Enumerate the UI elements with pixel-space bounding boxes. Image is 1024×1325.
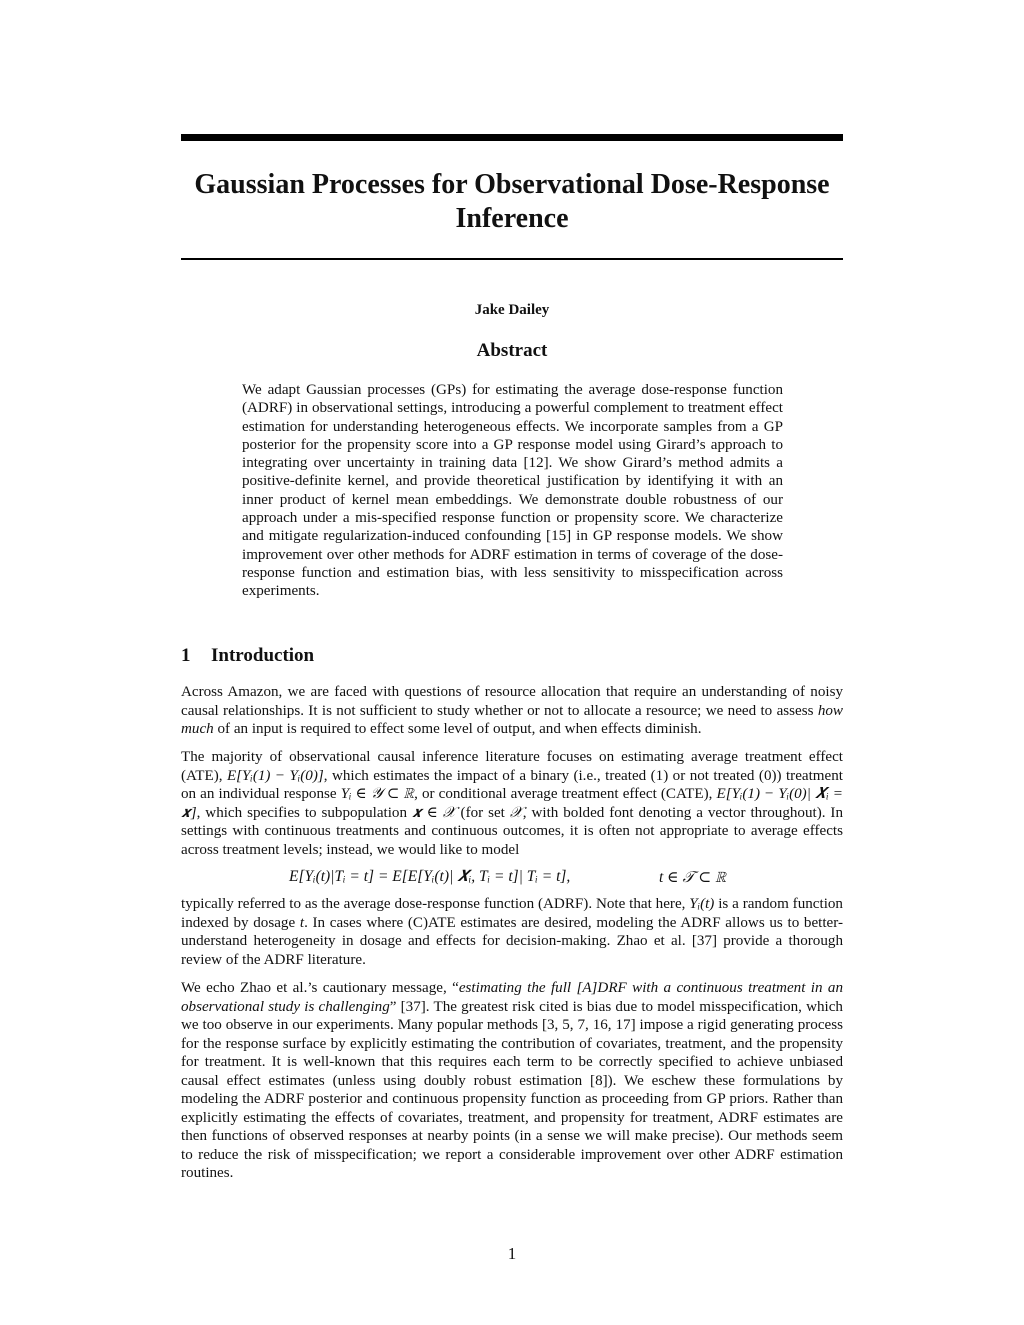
p2-math-set: 𝒳: [509, 804, 523, 821]
equation-adrf: [181, 868, 843, 890]
p2-text-5: (for set: [455, 804, 510, 821]
p3-text-3: . In cases where (C)ATE estimates are desired, modeling the ADRF allows us to better-understand heterogeneity in dosage and effects for decision-making. Zhao et al. [37] provide a thorough review of the ADRF literature.: [181, 914, 844, 968]
p4-text-1: We echo Zhao et al.’s cautionary message, “: [181, 980, 459, 996]
title-rule: [181, 258, 843, 260]
p4-quote: estimating the full [A]DRF with a continuous treatment in an observational study is challenging: [181, 980, 843, 1015]
section-title: Introduction: [211, 645, 315, 666]
top-rule: [181, 134, 843, 141]
p1-text-b: of an input is required to effect some level of output, and when effects diminish.: [213, 721, 702, 737]
p2-math-cate: E[Yᵢ(1) − Yᵢ(0)| 𝑿ᵢ = 𝒙]: [181, 786, 843, 821]
paragraph-1: [181, 683, 843, 739]
section-number: 1: [181, 645, 191, 666]
p3-math-y: Yᵢ(t): [689, 896, 715, 912]
p2-math-ate: E[Yᵢ(1) − Yᵢ(0)]: [226, 767, 324, 784]
p3-text-2: is a random function indexed by dosage: [181, 896, 843, 931]
paragraph-3: [181, 895, 843, 969]
p2-text-4: , which specifies to subpopulation: [196, 804, 412, 821]
paragraph-4: [181, 979, 843, 1183]
author-name: Jake Dailey: [474, 302, 550, 318]
p2-math-subpop: 𝒙 ∈ 𝒳: [411, 804, 456, 821]
abstract-heading: Abstract: [476, 340, 548, 361]
page-number: 1: [507, 1244, 517, 1263]
section-heading: [181, 645, 314, 667]
p3-text-1: typically referred to as the average dose-response function (ADRF). Note that here,: [181, 896, 690, 912]
p4-text-2: ” [37]. The greatest risk cited is bias due to model misspecification, which we too observe in our experiments. Many popular methods [3, 5, 7, 16, 17] impose a rigid generating process for the response surface by explicitly estimating the contribution of covariates, treatment, and the propensity for treatment. It is well-known that this requires each term to be correctly specified to achieve unbiased causal effect estimates (unless using doubly robust estimation [8]). We eschew these formulations by modeling the ADRF posterior and continuous propensity function as proceeding from GP priors. Rather than explicitly estimating the effects of covariates, treatment, and propensity for treatment, ADRF estimates are then functions of observed responses at nearby points (in a sense we will make precise). Our methods seem to reduce the risk of misspecification; we report a considerable improvement over other ADRF estimation routines.: [181, 998, 843, 1181]
paragraph-2: [181, 748, 843, 859]
p1-text-a: Across Amazon, we are faced with questions of resource allocation that require an understanding of noisy causal relationships. It is not sufficient to study whether or not to allocate a resource; we need to assess: [181, 684, 843, 719]
equation-main: E[Yᵢ(t)|Tᵢ = t] = E[E[Yᵢ(t)| 𝑿ᵢ, Tᵢ = t]| Tᵢ = t],: [289, 868, 571, 885]
p2-text-6: , with bolded font denoting a vector throughout). In settings with continuous treatments and continuous outcomes, it is often not appropriate to average effects across treatment levels; instead, we would like to model: [181, 804, 843, 858]
p2-text-1: The majority of observational causal inference literature focuses on estimating average treatment effect (ATE),: [181, 749, 843, 784]
p3-math-t: t: [299, 914, 305, 931]
p2-text-2: , which estimates the impact of a binary (i.e., treated (1) or not treated (0)) treatment on an individual response: [181, 767, 843, 802]
p2-text-3: , or conditional average treatment effect (CATE),: [414, 786, 717, 802]
p2-math-response: Yᵢ ∈ 𝒴 ⊂ ℝ: [340, 786, 415, 802]
abstract-text: We adapt Gaussian processes (GPs) for estimating the average dose-response function (ADRF) in observational settings, introducing a powerful complement to treatment effect estimation for understanding heterogeneous effects. We incorporate samples from a GP posterior for the propensity score into a GP response model using Girard’s approach to integrating over uncertainty in training data [12]. We show Girard’s method admits a positive-definite kernel, and provide theoretical justification by identifying it with an inner product of kernel mean embeddings. We demonstrate double robustness of our approach under a mis-specified response function or propensity score. We characterize and mitigate regularization-induced confounding [15] in GP response models. We show improvement over other methods for ADRF estimation in terms of coverage of the dose-response function and estimation bias, with less sensitivity to misspecification across experiments.: [242, 382, 783, 600]
p1-emphasis: how much: [181, 702, 843, 737]
equation-condition: t ∈ 𝒯 ⊂ ℝ: [659, 869, 727, 886]
paper-title: Gaussian Processes for Observational Dose-Response Inference: [194, 169, 830, 234]
